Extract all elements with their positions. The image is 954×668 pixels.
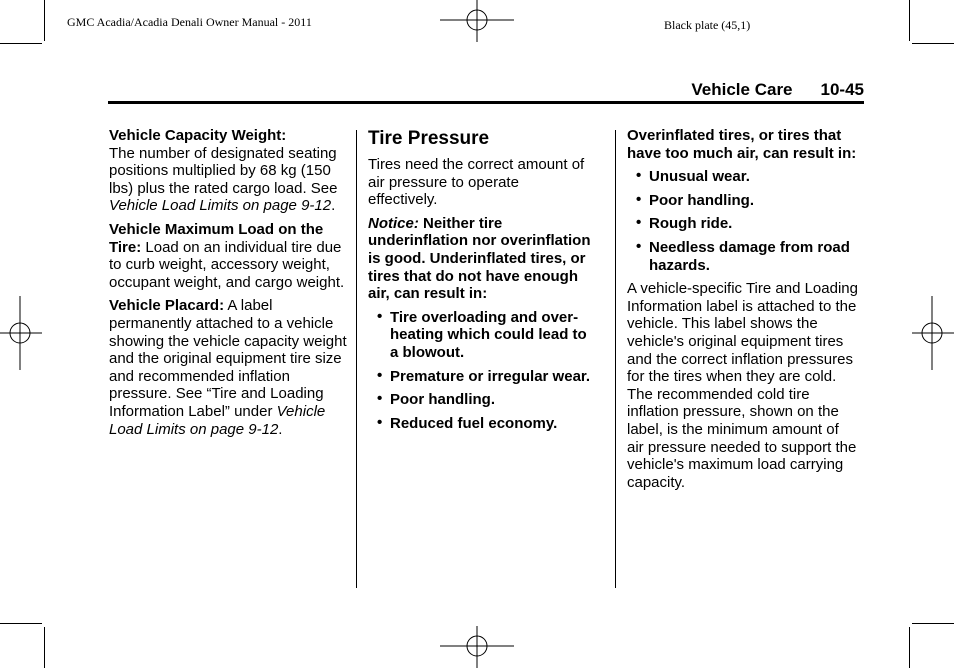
column-divider (615, 130, 616, 588)
running-head (691, 80, 864, 100)
page-number: 10-45 (820, 80, 864, 99)
list-item (627, 192, 859, 210)
list-item (368, 415, 592, 433)
notice-paragraph (368, 215, 592, 303)
list-item-text: Rough ride. (649, 215, 733, 233)
list-item-text: Needless damage from road hazards. (649, 238, 850, 274)
paragraph-vehicle-placard (109, 297, 349, 438)
list-item-text: Poor handling. (649, 191, 754, 209)
punctuation: . (278, 420, 283, 438)
crop-mark (44, 627, 45, 668)
plate-label: Black plate (45,1) (664, 18, 751, 32)
notice-label: Notice: (368, 214, 419, 232)
bullet-icon: • (636, 214, 642, 232)
list-item-text: Unusual wear. (649, 168, 750, 186)
cross-reference: Vehicle Load Limits on page 9-12 (109, 197, 332, 215)
list-item-text: Premature or irregular wear. (390, 367, 591, 385)
bullet-icon: • (377, 390, 383, 408)
registration-mark-right-icon (910, 296, 954, 370)
term: Vehicle Placard: (109, 297, 225, 315)
crop-mark (912, 623, 954, 624)
term: Vehicle Maximum Load on the Tire: (109, 220, 324, 256)
crop-mark (0, 43, 42, 44)
bullet-icon: • (636, 190, 642, 208)
list-item-text: Poor handling. (390, 391, 495, 409)
cross-reference: Vehicle Load Limits on page 9-12 (109, 402, 326, 438)
registration-mark-left-icon (0, 296, 44, 370)
punctuation: . (331, 197, 336, 215)
list-item (627, 215, 859, 233)
bullet-icon: • (636, 237, 642, 255)
definition: Load on an individual tire due to curb weight, accessory weight, occupant weight, and cargo weight. (109, 238, 345, 291)
underinflation-effects-list (368, 309, 592, 433)
definition: A label permanently attached to a vehicle showing the vehicle capacity weight and the original equipment tire size and recommended inflation pressure. See “Tire and Loading Information Label” under (109, 297, 347, 420)
registration-mark-bottom-icon (440, 624, 514, 668)
list-item (627, 239, 859, 274)
header-rule (108, 101, 864, 104)
bullet-icon: • (377, 366, 383, 384)
term: Vehicle Capacity Weight: (109, 127, 287, 144)
paragraph-vehicle-capacity-weight (109, 127, 349, 215)
column-divider (356, 130, 357, 588)
list-item-text: Tire overloading and over-heating which could lead to a blowout. (390, 308, 587, 361)
bullet-icon: • (636, 167, 642, 185)
list-item (368, 309, 592, 362)
notice-text: Neither tire underinflation nor overinflation is good. Underinflated tires, or tires that do not have enough air, can result in: (368, 214, 591, 303)
list-item (627, 168, 859, 186)
registration-mark-top-icon (440, 0, 514, 44)
overinflation-effects-list (627, 168, 859, 274)
section-title: Vehicle Care (691, 80, 793, 99)
intro-paragraph: Tires need the correct amount of air pressure to operate effectively. (368, 156, 585, 209)
list-item (368, 368, 592, 386)
list-item-text: Reduced fuel economy. (390, 414, 558, 432)
crop-mark (909, 0, 910, 41)
section-heading: Tire Pressure (368, 128, 490, 149)
bullet-icon: • (377, 413, 383, 431)
column-3 (627, 127, 859, 497)
column-2 (368, 128, 592, 438)
crop-mark (912, 43, 954, 44)
document-title: GMC Acadia/Acadia Denali Owner Manual - 2011 (67, 15, 312, 29)
definition: The number of designated seating positions multiplied by 68 kg (150 lbs) plus the rated cargo load. See (109, 144, 338, 197)
overinflation-lead: Overinflated tires, or tires that have too much air, can result in: (627, 127, 857, 162)
bullet-icon: • (377, 307, 383, 325)
label-description-paragraph: A vehicle-specific Tire and Loading Information label is attached to the vehicle. This label shows the vehicle's original equipment tires and the correct inflation pressures for the tires when they are cold. The recommended cold tire inflation pressure, shown on the label, is the minimum amount of air pressure needed to support the vehicle's maximum load carrying capacity. (627, 280, 858, 491)
crop-mark (0, 623, 42, 624)
crop-mark (909, 627, 910, 668)
paragraph-vehicle-maximum-load (109, 221, 349, 291)
list-item (368, 391, 592, 409)
column-1 (109, 127, 349, 444)
crop-mark (44, 0, 45, 41)
